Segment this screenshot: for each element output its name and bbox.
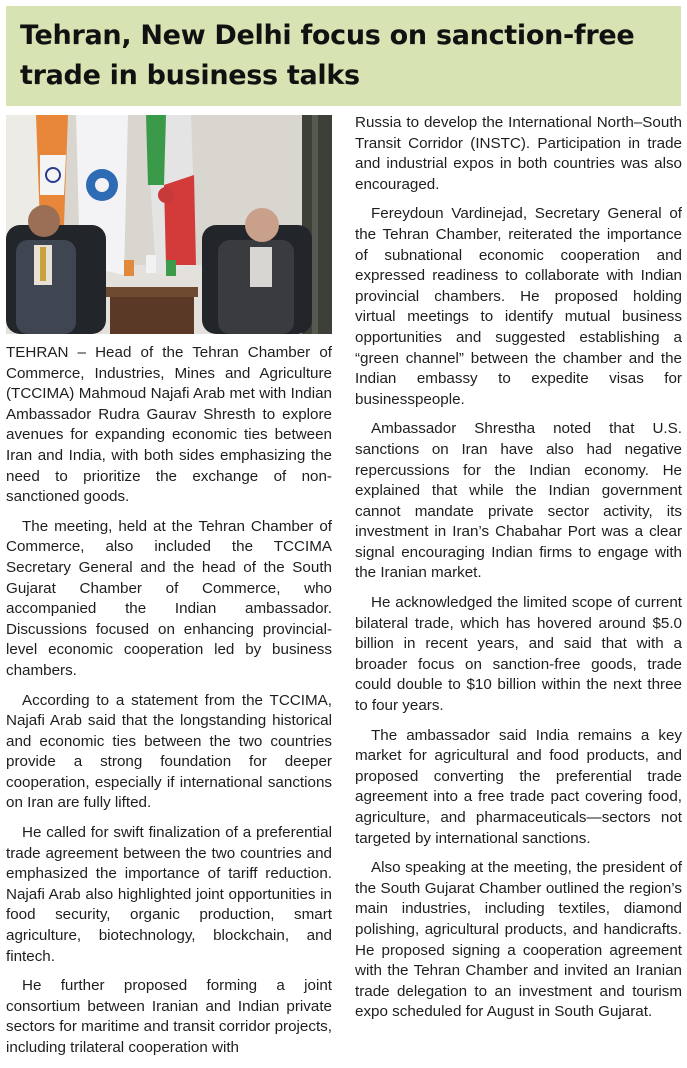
- paragraph: The ambassador said India remains a key market for agricultural and food products, and proposed converting the preferential trade agreement into a free trade pact covering food, agriculture, and pharmaceuticals—sectors not targeted by international sanctions.: [355, 726, 682, 847]
- paragraph: He called for swift finalization of a preferential trade agreement between the two countries and emphasized the importance of tariff reduction. Najafi Arab also highlighted joint opportunities in food security, organic production, smart agriculture, biotechnology, blockchain, and fintech.: [6, 824, 332, 965]
- article-column-left: [6, 343, 332, 1068]
- article-column-right: [355, 113, 682, 1032]
- paragraph: Fereydoun Vardinejad, Secretary General of the Tehran Chamber, reiterated the importance of subnational economic cooperation and expressed readiness to collaborate with Indian provincial chambers. He proposed holding virtual meetings to identify mutual business opportunities and suggested establishing a “green channel” between the chamber and the Indian embassy to expedite visas for businesspeople.: [355, 205, 682, 408]
- paragraph: The meeting, held at the Tehran Chamber of Commerce, also included the TCCIMA Secretary General and the head of the South Gujarat Chamber of Commerce, who accompanied the Indian ambassador. Discussions focused on enhancing provincial-level economic cooperation led by business chambers.: [6, 517, 332, 679]
- paragraph: He acknowledged the limited scope of current bilateral trade, which has hovered around $5.0 billion in recent years, and said that with a broader focus on sanction-free goods, trade could double to $10 billion within the next three to four years.: [355, 594, 682, 715]
- paragraph: Also speaking at the meeting, the president of the South Gujarat Chamber outlined the region’s main industries, including textiles, diamond polishing, agricultural products, and handicrafts. He proposed signing a cooperation agreement with the Tehran Chamber and invited an Iranian trade delegation to an investment and tourism expo scheduled for August in South Gujarat.: [355, 859, 682, 1021]
- article-photo: [6, 115, 332, 334]
- meeting-photo-illustration: [6, 115, 332, 334]
- paragraph: TEHRAN – Head of the Tehran Chamber of Commerce, Industries, Mines and Agriculture (TCCIMA) Mahmoud Najafi Arab met with Indian Ambassador Rudra Gaurav Shresth to explore avenues for expanding economic ties between Iran and India, with both sides emphasizing the need to prioritize the exchange of non-sanctioned goods.: [6, 344, 332, 506]
- paragraph: According to a statement from the TCCIMA, Najafi Arab said that the longstanding historical and economic ties between the two countries provide a strong foundation for deeper cooperation, especially if international sanctions on Iran are fully lifted.: [6, 691, 332, 812]
- paragraph: He further proposed forming a joint consortium between Iranian and Indian private sectors for maritime and transit corridor projects, including trilateral cooperation with: [6, 977, 332, 1056]
- paragraph: Russia to develop the International North–South Transit Corridor (INSTC). Participation in trade and industrial expos in both countries was also encouraged.: [355, 114, 682, 193]
- article-headline: Tehran, New Delhi focus on sanction-free trade in business talks: [20, 20, 635, 91]
- headline-banner: [6, 6, 681, 106]
- paragraph: Ambassador Shrestha noted that U.S. sanctions on Iran have also had negative repercussions for the Indian economy. He explained that while the Indian government cannot mandate private sector activity, its investment in Iran’s Chabahar Port was a clear signal encouraging Indian firms to engage with the Iranian market.: [355, 420, 682, 582]
